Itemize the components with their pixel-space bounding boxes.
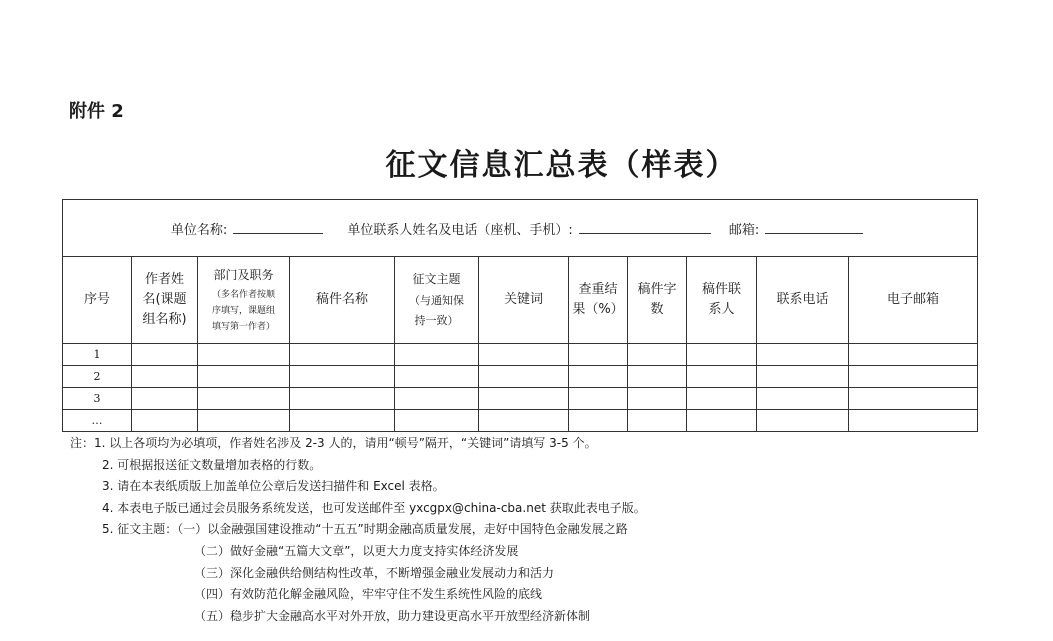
header-duplicate-check — [569, 257, 628, 344]
table-row — [63, 344, 978, 366]
title-text: 征文信息汇总表（样表） — [385, 148, 738, 183]
cell[interactable] — [479, 344, 569, 366]
header-theme — [395, 257, 479, 344]
cell[interactable] — [198, 388, 290, 410]
cell[interactable] — [849, 366, 978, 388]
header-wordcount-l2: 数 — [650, 302, 664, 317]
email-field[interactable] — [765, 221, 863, 234]
cell[interactable] — [757, 388, 849, 410]
header-author-l1: 作者姓 — [144, 271, 184, 287]
attachment-label: 附件 2 — [69, 101, 124, 122]
note-2: 2. 可根据报送征文数量增加表格的行数。 — [102, 457, 322, 472]
cell[interactable] — [628, 344, 687, 366]
cell[interactable] — [687, 388, 757, 410]
cell[interactable] — [569, 410, 628, 432]
header-contact-l2: 系人 — [708, 302, 735, 317]
cell[interactable] — [687, 410, 757, 432]
cell[interactable] — [569, 388, 628, 410]
cell[interactable] — [687, 344, 757, 366]
cell[interactable] — [290, 410, 395, 432]
header-theme-title: 征文主题 — [412, 271, 461, 286]
cell[interactable] — [395, 344, 479, 366]
header-dept-title: 部门及职务 — [213, 268, 274, 283]
cell[interactable] — [628, 410, 687, 432]
cell[interactable] — [198, 344, 290, 366]
page-title — [0, 140, 1053, 184]
header-dept-note-l2: 序填写，课题组 — [211, 306, 275, 317]
cell[interactable] — [849, 344, 978, 366]
cell[interactable] — [479, 388, 569, 410]
email-label: 邮箱: — [728, 222, 760, 238]
header-theme-note-l2: 持一致） — [414, 314, 459, 328]
cell[interactable] — [132, 410, 198, 432]
header-email: 电子邮箱 — [849, 257, 978, 344]
header-dept — [198, 257, 290, 344]
cell[interactable] — [132, 366, 198, 388]
header-author-l2: 名(课题 — [142, 291, 187, 307]
cell[interactable] — [395, 410, 479, 432]
cell[interactable] — [628, 388, 687, 410]
cell[interactable] — [395, 366, 479, 388]
cell[interactable] — [757, 410, 849, 432]
row-number: … — [63, 410, 132, 432]
header-dept-note-l3: 填写第一作者） — [211, 322, 275, 333]
cell[interactable] — [132, 344, 198, 366]
header-row — [63, 257, 978, 344]
header-keywords: 关键词 — [479, 257, 569, 344]
row-number: 3 — [63, 388, 132, 410]
row-number: 1 — [63, 344, 132, 366]
cell[interactable] — [569, 366, 628, 388]
cell[interactable] — [479, 410, 569, 432]
row-number: 2 — [63, 366, 132, 388]
cell[interactable] — [687, 366, 757, 388]
header-manuscript-name: 稿件名称 — [290, 257, 395, 344]
theme-4: （四）有效防范化解金融风险，牢牢守住不发生系统性风险的底线 — [194, 587, 543, 602]
theme-3: （三）深化金融供给侧结构性改革，不断增强金融业发展动力和活力 — [194, 565, 555, 580]
cell[interactable] — [198, 366, 290, 388]
cell[interactable] — [198, 410, 290, 432]
note-1: 注：1. 以上各项均为必填项，作者姓名涉及 2-3 人的，请用“顿号”隔开，“关键词”请填写 3-5 个。 — [70, 436, 597, 450]
cell[interactable] — [757, 344, 849, 366]
note-3: 3. 请在本表纸质版上加盖单位公章后发送扫描件和 Excel 表格。 — [102, 479, 445, 494]
note-4: 4. 本表电子版已通过会员服务系统发送，也可发送邮件至 yxcgpx@china-cba.net 获取此表电子版。 — [102, 500, 646, 515]
unit-info-cell — [63, 200, 978, 257]
theme-2: （二）做好金融“五篇大文章”，以更大力度支持实体经济发展 — [194, 543, 519, 558]
header-word-count — [628, 257, 687, 344]
cell[interactable] — [290, 366, 395, 388]
header-phone: 联系电话 — [757, 257, 849, 344]
unit-name-label: 单位名称: — [170, 222, 228, 238]
cell[interactable] — [849, 410, 978, 432]
cell[interactable] — [628, 366, 687, 388]
header-dup-l1: 查重结 — [578, 281, 618, 297]
header-dup-l2: 果（%） — [572, 302, 624, 317]
cell[interactable] — [132, 388, 198, 410]
table-row — [63, 366, 978, 388]
cell[interactable] — [290, 388, 395, 410]
theme-5: （五）稳步扩大金融高水平对外开放，助力建设更高水平开放型经济新体制 — [194, 608, 591, 623]
table-row — [63, 388, 978, 410]
table-row — [63, 410, 978, 432]
note-5: 5. 征文主题：（一）以金融强国建设推动“十五五”时期金融高质量发展，走好中国特色金融发展之路 — [102, 522, 628, 537]
header-author — [132, 257, 198, 344]
cell[interactable] — [290, 344, 395, 366]
cell[interactable] — [569, 344, 628, 366]
header-theme-note-l1: （与通知保 — [409, 293, 464, 307]
header-wordcount-l1: 稿件字 — [637, 281, 677, 297]
contact-field[interactable] — [579, 221, 711, 234]
header-contact-l1: 稿件联 — [701, 281, 741, 297]
notes-section — [70, 433, 646, 627]
unit-info-row — [63, 200, 978, 257]
cell[interactable] — [757, 366, 849, 388]
summary-table — [62, 199, 978, 432]
header-dept-note-l1: （多名作者按顺 — [211, 290, 275, 301]
cell[interactable] — [395, 388, 479, 410]
header-manuscript-contact — [687, 257, 757, 344]
header-seq: 序号 — [63, 257, 132, 344]
header-author-l3: 组名称) — [142, 312, 187, 328]
cell[interactable] — [849, 388, 978, 410]
unit-name-field[interactable] — [233, 221, 323, 234]
cell[interactable] — [479, 366, 569, 388]
contact-label: 单位联系人姓名及电话（座机、手机）: — [347, 222, 573, 238]
